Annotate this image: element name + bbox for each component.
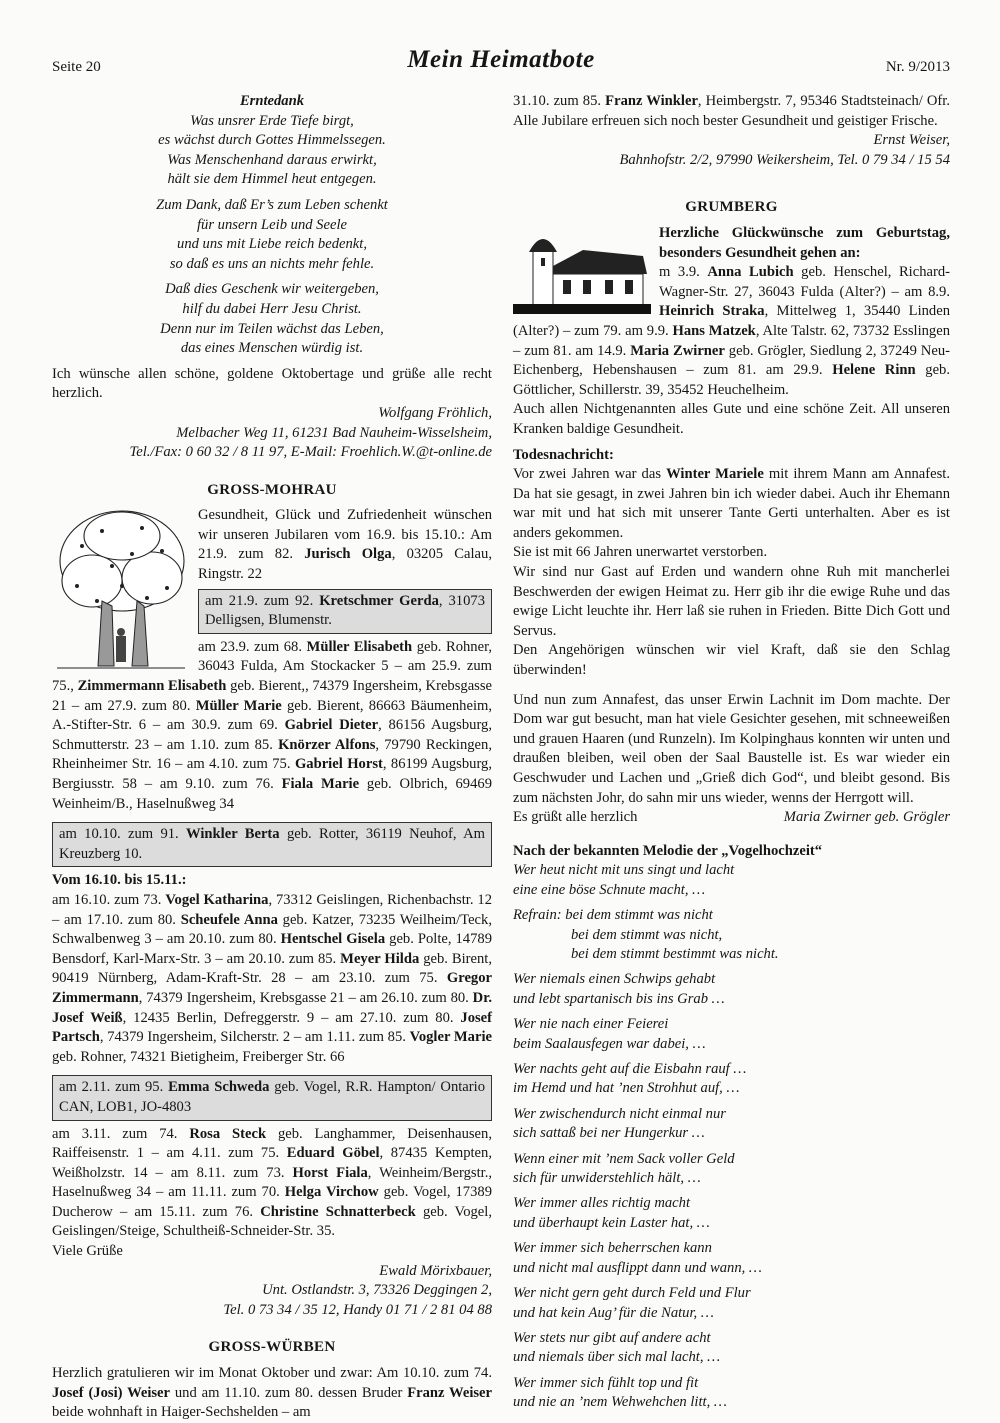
section-heading-gross-mohrau: GROSS-MOHRAU: [207, 481, 337, 498]
greeting: Viele Grüße: [52, 1243, 123, 1260]
song-line: Wer immer sich beherrschen kann: [513, 1240, 712, 1257]
deceased-name: Winter Mariele: [666, 466, 764, 483]
signature-line: Wolfgang Fröhlich,: [378, 404, 492, 421]
song-line: bei dem stimmt was nicht: [565, 907, 713, 924]
section-heading-gross-wuerben: GROSS-WÜRBEN: [208, 1339, 336, 1356]
jubilar-name: Emma Schweda: [168, 1079, 270, 1096]
song-line: Wer niemals einen Schwips gehabt: [513, 971, 716, 988]
song-line: bei dem stimmt bestimmt was nicht.: [571, 946, 779, 962]
song-line: und nie an ’nem Wehwehchen litt, …: [513, 1394, 727, 1411]
poem-line: Was Menschenhand daraus erwirkt,: [167, 151, 377, 168]
church-illustration: [513, 228, 651, 314]
gross-mohrau-list-2: am 16.10. zum 73. Vogel Katharina, 73312 Geislingen, Richenbachstr. 12 – am 17.10. zum 80. Scheufele Anna geb. Katzer, 73235 Weilheim/Teck, Schwalbenweg 3 – am 20.10. zum 80. Hentschel Gisela geb. Polte, 14789 Bensdorf, Karl-Marx-Str. 3 – am 20.10. zum 85. Meyer Hilda geb. Birent, 90419 Nürnberg, Adam-Kraft-Str. 28 – am 23.10. zum 75. Gregor Zimmermann, 74379 Ingersheim, Krebsgasse 21 – am 26.10. zum 80. Dr. Josef Weiß, 12435 Berlin, Defreggerstr. 9 – am 27.10. zum 80. Josef Partsch, 74379 Ingersheim, Silcherstr. 2 – am 1.11. zum 85. Vogler Marie geb. Rohner, 74321 Bietigheim, Freiberger Str. 66: [52, 891, 493, 1065]
death-notice-line: Wir sind nur Gast auf Erden und wandern ohne Ruh mit mancherlei Beschwerden der ewigen Heimat zu. Herr gib ihr die ewige Ruhe und das ewige Licht leuchte ihr. Herr laß sie ruhen in Frieden. Bitte Dich Gott und Servus.: [513, 564, 950, 639]
song-line: Wer nicht gern geht durch Feld und Flur: [513, 1285, 751, 1302]
poem-line: das eines Menschen würdig ist.: [180, 340, 364, 357]
poem-line: und uns mit Liebe reich bedenkt,: [177, 236, 367, 253]
signature-line: Unt. Ostlandstr. 3, 73326 Deggingen 2,: [262, 1282, 492, 1299]
jubilar-name: Müller Marie: [195, 697, 282, 714]
weiser-signature: [513, 131, 950, 170]
song-line: und niemals über sich mal lacht, …: [513, 1349, 721, 1366]
song-line: Wer immer alles richtig macht: [513, 1195, 690, 1212]
signature-line: Ewald Mörixbauer,: [379, 1262, 492, 1279]
poem-line: es wächst durch Gottes Himmelssegen.: [158, 132, 386, 149]
song-line: Wer nachts geht auf die Eisbahn rauf …: [513, 1061, 747, 1078]
mohrau-signature: [52, 1262, 492, 1321]
jubilar-name: Gabriel Dieter: [284, 717, 379, 734]
signature-line: Bahnhofstr. 2/2, 97990 Weikersheim, Tel. 0 79 34 / 15 54: [619, 151, 950, 168]
death-notice-text: Vor zwei Jahren war das Winter Mariele mit ihrem Mann am Annafest. Da hat sie gesagt, in zwei Jahren bin ich wieder dabei. Auch ihr Ehemann war mit und hat sich mit unserer Tante Gerti unterhalten. Aber es ist anders gekommen.: [513, 466, 951, 541]
highlight-box: am 2.11. zum 95. Emma Schweda geb. Vogel, R.R. Hampton/ Ontario CAN, LOB1, JO-4803: [52, 1075, 492, 1120]
song-line: und überhaupt kein Laster hat, …: [513, 1214, 710, 1231]
jubilar-name: Knörzer Alfons: [278, 736, 376, 753]
gross-mohrau-list-1: am 23.9. zum 68. Müller Elisabeth geb. Rohner, 36043 Fulda, Am Stockacker 5 – am 25.9. zum 75., Zimmermann Elisabeth geb. Bierent,, 74379 Ingersheim, Krebsgasse 21 – am 27.9. zum 80. Müller Marie geb. Bierent, 86663 Bäumenheim, A.-Stifter-Str. 6 – am 30.9. zum 69. Gabriel Dieter, 86156 Augsburg, Schmutterstr. 23 – am 1.10. zum 85. Knörzer Alfons, 79790 Reckingen, Rheinheimer Str. 16 – am 4.10. zum 75. Gabriel Horst, 86199 Augsburg, Bergiusstr. 58 – am 9.10. zum 76. Fiala Marie geb. Olbrich, 69469 Weinheim/B., Haselnußweg 34: [52, 638, 493, 812]
song-line: bei dem stimmt was nicht,: [571, 926, 723, 943]
refrain-label: Refrain:: [513, 907, 562, 924]
death-notice-line: Den Angehörigen wünschen wir viel Kraft, daß sie den Schlag überwinden!: [513, 642, 950, 679]
song-line: und nicht mal ausflippt dann und wann, …: [513, 1259, 762, 1276]
signature-line: Tel./Fax: 0 60 32 / 8 11 97, E-Mail: Froehlich.W.@t-online.de: [129, 444, 492, 461]
jubilar-name: Fiala Marie: [281, 776, 360, 792]
poem-title: Erntedank: [239, 93, 305, 109]
left-column: [52, 92, 492, 1423]
gross-wuerben-text: Herzlich gratulieren wir im Monat Oktober und zwar: Am 10.10. zum 74. Josef (Josi) Weiser und am 11.10. zum 80. dessen Bruder Franz Weiser beide wohnhaft in Haiger-Sechshelden – am: [52, 1365, 493, 1421]
song-line: und hat kein Aug’ für die Natur, …: [513, 1304, 714, 1321]
song-line: Wer stets nur gibt auf andere acht: [513, 1329, 711, 1346]
annafest-sign: Es grüßt alle herzlich Maria Zwirner geb. Grögler: [513, 809, 950, 826]
signature-line: Tel. 0 73 34 / 35 12, Handy 01 71 / 2 81 04 88: [223, 1301, 492, 1318]
jubilar-name: Franz Winkler: [605, 93, 698, 109]
annafest-text: Und nun zum Annafest, das unser Erwin Lachnit im Dom machte. Der Dom war gut besucht, man hat viele Gesichter gesehen, mit schneeweißen und grauen Haaren (und Runzeln). Im Kolpinghaus konnten wir unten und draußen bleiben, weil oben der Saal Baustelle ist. Es war wieder ein Geschwuder und Lachen und „Grieß dich God“, und bleibt gesond. Bis zum nächsten Johr, do sahn mir uns wieder, wenns der Herrgott will.: [513, 691, 950, 806]
poem-line: hält sie dem Himmel heut entgegen.: [167, 171, 377, 188]
date-range-heading: Vom 16.10. bis 15.11.:: [52, 872, 187, 889]
highlight-box: am 10.10. zum 91. Winkler Berta geb. Rotter, 36119 Neuhof, Am Kreuzberg 10.: [52, 822, 492, 867]
death-notice-line: Sie ist mit 66 Jahren unerwartet verstorben.: [513, 544, 768, 561]
signature-line: Ernst Weiser,: [873, 132, 950, 149]
tree-illustration: [52, 506, 190, 676]
page-number: Seite 20: [52, 59, 101, 75]
poem-line: für unsern Leib und Seele: [197, 216, 347, 233]
song-line: sich für unwiderstehlich hält, …: [513, 1170, 701, 1187]
song-line: eine eine böse Schnute macht, …: [513, 881, 706, 898]
erntedank-signature: [52, 404, 492, 463]
erntedank-poem: [52, 92, 492, 359]
church-icon: [513, 228, 651, 314]
poem-line: Was unsrer Erde Tiefe birgt,: [190, 112, 354, 129]
song-line: beim Saalausfegen war dabei, …: [513, 1035, 706, 1052]
grumberg-closing: Auch allen Nichtgenannten alles Gute und eine schöne Zeit. All unseren Kranken baldige Gesundheit.: [513, 401, 950, 437]
jubilar-name: Jurisch Olga: [304, 546, 392, 563]
poem-line: so daß es uns an nichts mehr fehle.: [169, 255, 375, 272]
continued-text: 31.10. zum 85. Franz Winkler, Heimbergstr. 7, 95346 Stadtsteinach/ Ofr. Alle Jubilare erfreuen sich noch bester Gesundheit und geistiger Frische.: [513, 93, 950, 129]
song-line: Wer nie nach einer Feierei: [513, 1016, 669, 1033]
masthead-logo: Mein Heimatbote: [407, 46, 595, 73]
tree-icon: [52, 506, 190, 676]
poem-line: hilf du dabei Herr Jesu Christ.: [182, 300, 362, 317]
erntedank-greeting: Ich wünsche allen schöne, goldene Oktobertage und grüße alle recht herzlich.: [52, 365, 492, 402]
song-lyrics: [513, 861, 950, 1412]
highlight-box: am 21.9. zum 92. Kretschmer Gerda, 31073 Delligsen, Blumenstr.: [198, 589, 492, 634]
signature-line: Melbacher Weg 11, 61231 Bad Nauheim-Wisselsheim,: [176, 424, 492, 441]
song-line: sich sattaß bei ner Hungerkur …: [513, 1125, 705, 1142]
jubilar-name: Kretschmer Gerda: [319, 592, 439, 609]
poem-line: Zum Dank, daß Er’s zum Leben schenkt: [156, 196, 388, 213]
song-line: Wer heut nicht mit uns singt und lacht: [513, 862, 735, 879]
issue-number: Nr. 9/2013: [885, 59, 950, 75]
grumberg-list: m 3.9. Anna Lubich geb. Henschel, Richard-Wagner-Str. 27, 36043 Fulda (Alter?) – am 8.9. Heinrich Straka, Mittelweg 1, 35440 Linden (Alter?) – zum 79. am 9.9. Hans Matzek, Alte Talstr. 62, 73732 Esslingen – zum 81. am 14.9. Maria Zwirner geb. Grögler, Siedlung 2, 37249 Neu-Eichenberg, Hebenshausen – zum 81. am 29.9. Helene Rinn geb. Göttlicher, Schillerstr. 39, 35452 Heuchelheim.: [513, 264, 951, 398]
death-notice-heading: Todesnachricht:: [513, 446, 614, 463]
song-line: im Hemd und hat ’nen Strohhut auf, …: [513, 1080, 740, 1097]
gross-mohrau-intro: Gesundheit, Glück und Zufriedenheit wünschen wir unseren Jubilaren vom 16.9. bis 15.10.: Am 21.9. zum 82. Jurisch Olga, 03205 Calau, Ringstr. 22: [198, 507, 492, 583]
song-line: Wenn einer mit ’nem Sack voller Geld: [513, 1150, 735, 1167]
song-line: Wer immer sich fühlt top und fit: [513, 1374, 699, 1391]
jubilar-name: Müller Elisabeth: [306, 638, 413, 655]
section-heading-grumberg: GRUMBERG: [685, 199, 778, 216]
poem-line: Denn nur im Teilen wächst das Leben,: [160, 320, 384, 337]
jubilar-name: Gabriel Horst: [294, 756, 383, 773]
gross-mohrau-list-3: am 3.11. zum 74. Rosa Steck geb. Langhammer, Deisenhausen, Raiffeisenstr. 1 – am 4.11. zum 75. Eduard Göbel, 87435 Kempten, Weißholzstr. 14 – am 8.11. zum 73. Horst Fiala, Weinheim/Bergstr., Haselnußweg 34 – am 11.11. zum 70. Helga Virchow geb. Vogel, 17389 Ducherow – am 15.11. zum 76. Christine Schnatterbeck geb. Vogel, Geislingen/Steige, Schultheiß-Schneider-Str. 35.: [52, 1125, 492, 1240]
jubilar-name: Winkler Berta: [186, 826, 280, 843]
jubilar-name: Franz Weiser: [407, 1384, 493, 1401]
jubilar-name: Zimmermann Elisabeth: [77, 678, 227, 695]
page-header: [52, 46, 950, 80]
jubilar-name: Josef (Josi) Weiser: [52, 1384, 171, 1401]
song-title: Nach der bekannten Melodie der „Vogelhochzeit“: [513, 842, 823, 859]
song-line: Wer zwischendurch nicht einmal nur: [513, 1105, 726, 1122]
poem-line: Daß dies Geschenk wir weitergeben,: [165, 281, 379, 298]
song-line: und lebt spartanisch bis ins Grab …: [513, 990, 725, 1007]
right-column: [513, 92, 950, 1413]
grumberg-lead: Herzliche Glückwünsche zum Geburtstag, besonders Gesundheit gehen an:: [659, 224, 950, 261]
